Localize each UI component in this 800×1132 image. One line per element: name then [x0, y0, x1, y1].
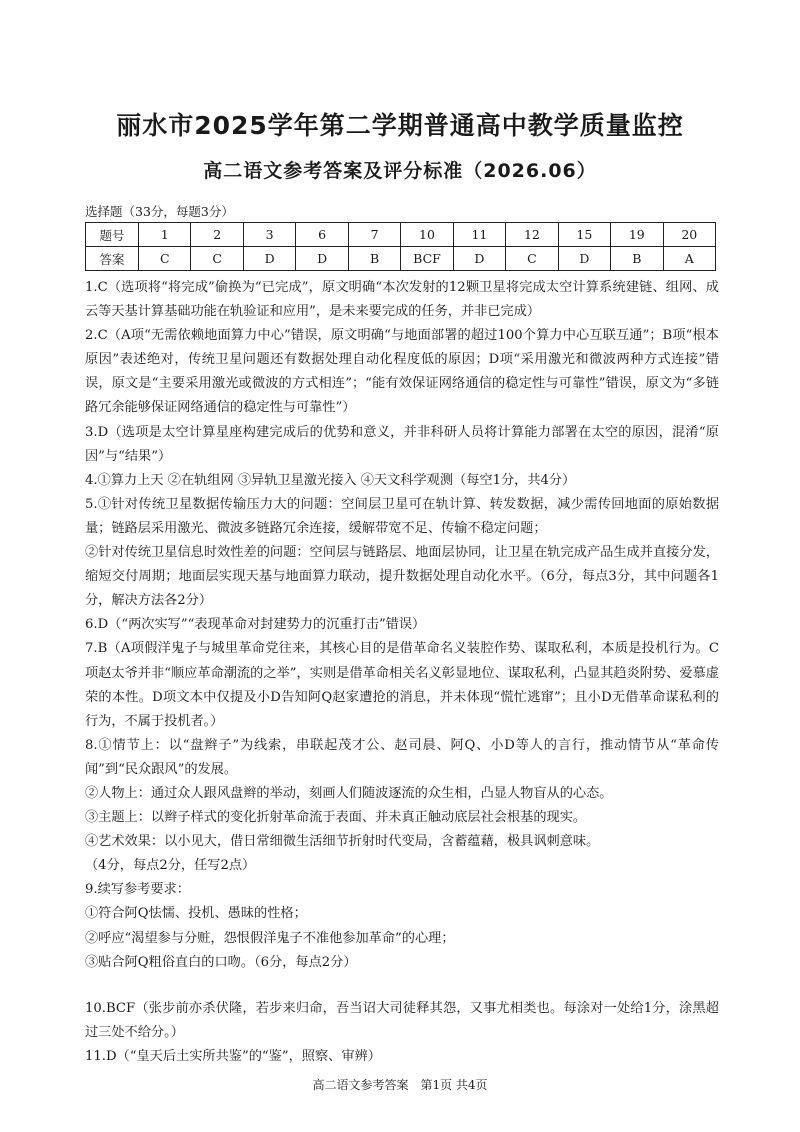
question-number-cell: 2 [191, 223, 243, 247]
question-number-cell: 12 [506, 223, 558, 247]
answer-paragraph: 8.①情节上：以“盘辫子”为线索，串联起茂才公、赵司晨、阿Q、小D等人的言行，推动情节从“革命传闻”到“民众跟风”的发展。 [85, 737, 719, 777]
answer-paragraph: 10.BCF（张步前亦杀伏隆，若步来归命，吾当诏大司徒释其怨，又事尤相类也。每涂对一处给1分，涂黑超过三处不给分。） [85, 1000, 719, 1040]
answer-paragraph: ③主题上：以辫子样式的变化折射革命流于表面、并未真正触动底层社会根基的现实。 [85, 810, 587, 826]
answer-paragraph: 4.①算力上天 ②在轨组网 ③异轨卫星激光接入 ④天文科学观测（每空1分，共4分） [85, 472, 576, 488]
answer-cell: D [296, 247, 348, 271]
choice-section-label: 选择题（33分，每题3分） [85, 204, 234, 219]
page-title: 丽水市2025学年第二学期普通高中教学质量监控 [116, 111, 684, 140]
answer-paragraph: 7.B（A项假洋鬼子与城里革命党往来，其核心目的是借革命名义装腔作势、谋取私利，本质是投机行为。C项赵太爷并非“顺应革命潮流的之举”，实则是借革命相关名义彰显地位、谋取私利，凸显其趋炎附势、爱慕虚荣的本性。D项文本中仅提及小D告知阿Q赵家遭抢的消息，并未体现“慌忙逃窜”；且小D无借革命谋私利的行为，不属于投机者。） [85, 641, 719, 729]
answer-paragraph: 11.D（“皇天后土实所共鉴”的“鉴”，照察、审辨） [85, 1048, 381, 1064]
row-label-question: 题号 [86, 223, 139, 247]
answer-paragraph: 1.C（选项将“将完成”偷换为“已完成”，原文明确“本次发射的12颗卫星将完成太空计算系统建链、组网、成云等天基计算基础功能在轨验证和应用”，是未来要完成的任务，并非已完成） [85, 280, 719, 320]
answer-explanations [85, 276, 719, 1069]
answer-cell: B [348, 247, 400, 271]
answer-paragraph: 9.续写参考要求： [85, 882, 190, 898]
question-number-cell: 7 [348, 223, 400, 247]
answer-cell: C [139, 247, 191, 271]
answer-cell: C [191, 247, 243, 271]
answer-cell: D [558, 247, 610, 271]
answer-paragraph: ②呼应“渴望参与分赃，怨恨假洋鬼子不准他参加革命”的心理； [85, 930, 455, 946]
page-footer: 高二语文参考答案 第1页 共4页 [312, 1078, 488, 1092]
answer-cell: D [453, 247, 505, 271]
question-number-cell: 15 [558, 223, 610, 247]
answer-paragraph: 5.①针对传统卫星数据传输压力大的问题：空间层卫星可在轨计算、转发数据，减少需传回地面的原始数据量；链路层采用激光、微波多链路冗余连接，缓解带宽不足、传输不稳定问题； [85, 496, 719, 536]
answer-cell: BCF [401, 247, 453, 271]
question-number-cell: 11 [453, 223, 505, 247]
answer-cell: A [663, 247, 715, 271]
answer-paragraph: ③贴合阿Q粗俗直白的口吻。（6分，每点2分） [85, 954, 357, 970]
answer-table [85, 222, 716, 271]
question-number-cell: 3 [243, 223, 295, 247]
page-subtitle: 高二语文参考答案及评分标准（2026.06） [203, 160, 597, 182]
row-label-answer: 答案 [86, 247, 139, 271]
answer-paragraph: 2.C（A项“无需依赖地面算力中心”错误，原文明确“与地面部署的超过100个算力中心互联互通”；B项“根本原因”表述绝对，传统卫星问题还有数据处理自动化程度低的原因；D项“采用激光和微波两种方式连接”错误，原文是“主要采用激光或微波的方式相连”；“能有效保证网络通信的稳定性与可靠性”错误，原文为“多链路冗余能够保证网络通信的稳定性与可靠性”） [85, 328, 719, 416]
answer-paragraph: 6.D（“两次实写”“表现革命对封建势力的沉重打击”错误） [85, 617, 426, 633]
answer-paragraph: 3.D（选项是太空计算星座构建完成后的优势和意义，并非科研人员将计算能力部署在太空的原因，混淆“原因”与“结果”） [85, 424, 719, 464]
question-number-cell: 20 [663, 223, 715, 247]
answer-paragraph: ②针对传统卫星信息时效性差的问题：空间层与链路层、地面层协同，让卫星在轨完成产品生成并直接分发，缩短交付周期；地面层实现天基与地面算力联动，提升数据处理自动化水平。（6分，每点3分，其中问题各1分，解决方法各2分） [85, 545, 719, 609]
answer-row [86, 247, 716, 271]
answer-paragraph: ②人物上：通过众人跟风盘辫的举动，刻画人们随波逐流的众生相，凸显人物盲从的心态。 [85, 785, 613, 801]
question-number-cell: 1 [139, 223, 191, 247]
section-spacer [85, 975, 719, 997]
question-number-row [86, 223, 716, 247]
answer-paragraph: （4分，每点2分，任写2点） [85, 858, 256, 874]
answer-cell: B [611, 247, 663, 271]
question-number-cell: 19 [611, 223, 663, 247]
answer-cell: D [243, 247, 295, 271]
question-number-cell: 6 [296, 223, 348, 247]
answer-paragraph: ①符合阿Q怯懦、投机、愚昧的性格； [85, 906, 307, 922]
question-number-cell: 10 [401, 223, 453, 247]
answer-paragraph: ④艺术效果：以小见大，借日常细微生活细节折射时代变局，含蓄蕴藉，极具讽刺意味。 [85, 834, 600, 850]
answer-cell: C [506, 247, 558, 271]
